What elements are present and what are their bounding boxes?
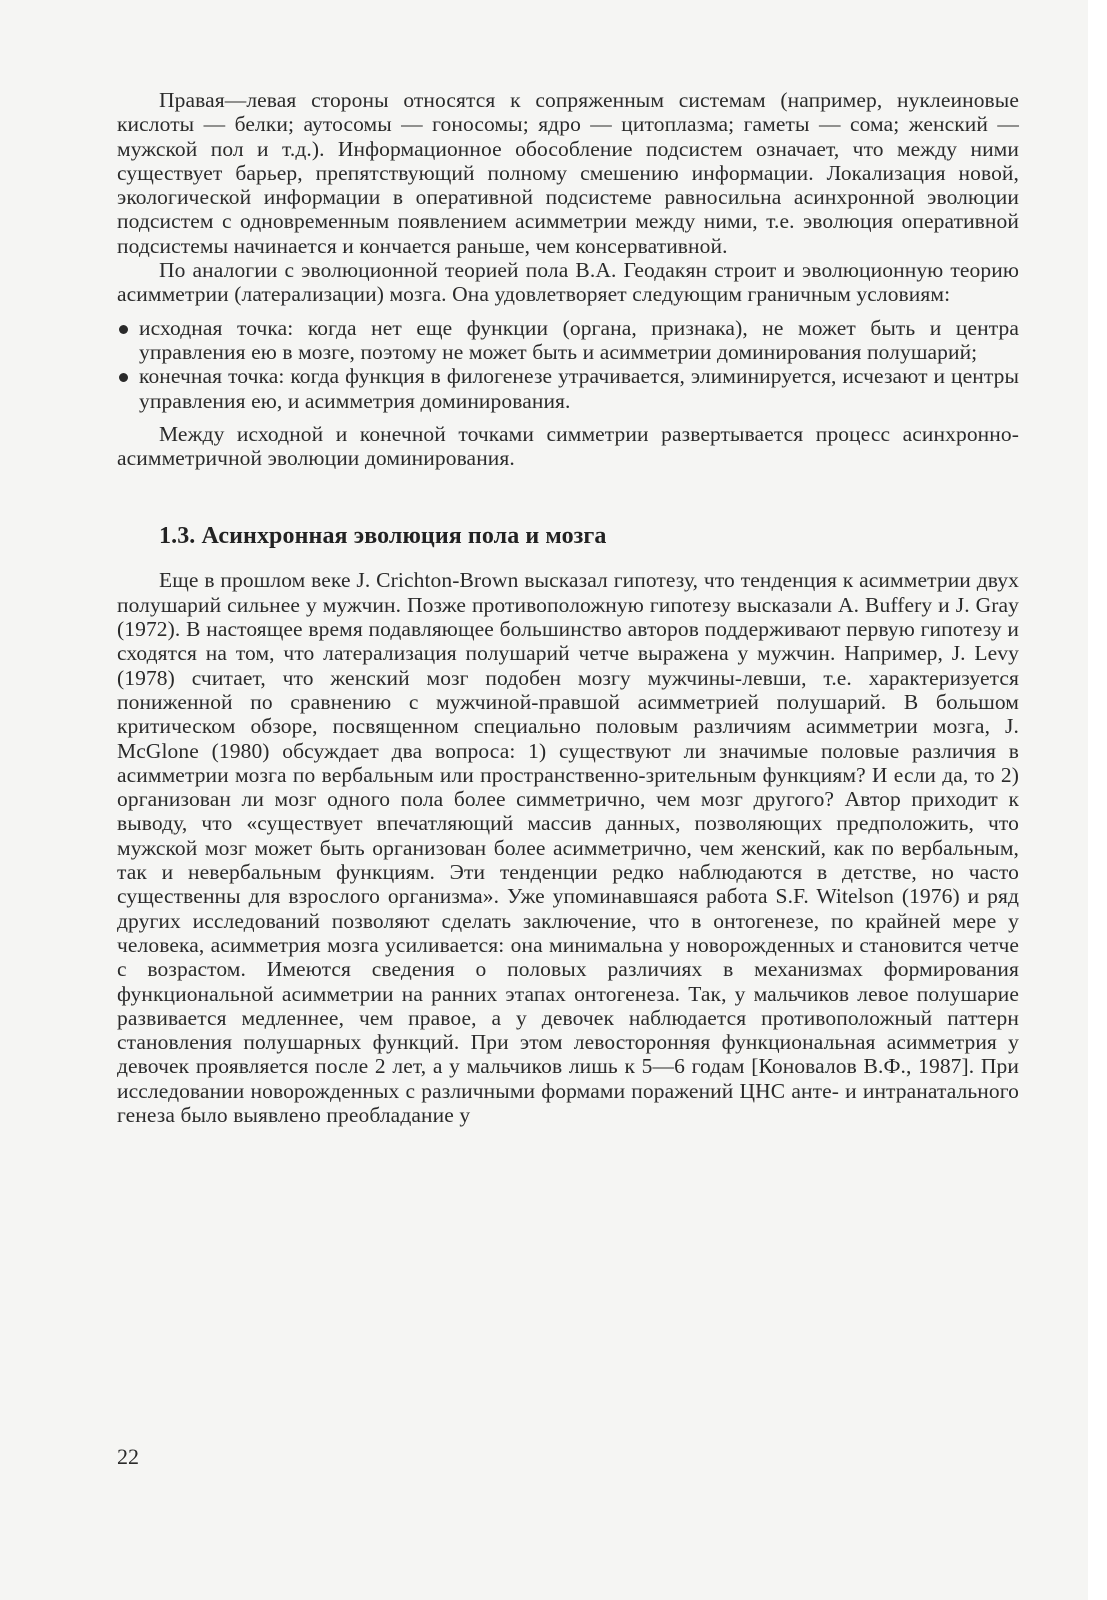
page-number: 22 bbox=[117, 1444, 139, 1469]
list-item-text: конечная точка: когда функция в филогенезе утрачивается, элиминируется, исчезают и центры управления ею, и асимметрия доминирования. bbox=[139, 364, 1019, 413]
paragraph: Правая—левая стороны относятся к сопряженным системам (например, нуклеиновые кислоты — белки; аутосомы — гоносомы; ядро — цитоплазма; гаметы — сома; женский — мужской пол и т.д.). Информационное обособление подсистем означает, что между ними существует барьер, препятствующий полному смешению информации. Локализация новой, экологической информации в оперативной подсистеме равносильна асинхронной эволюции подсистем с одновременным появлением асимметрии между ними, т.е. эволюция оперативной подсистемы начинается и кончается раньше, чем консервативной. bbox=[117, 88, 1019, 258]
list-item-text: исходная точка: когда нет еще функции (органа, признака), не может быть и центра управления ею в мозге, поэтому не может быть и асимметрии доминирования полушарий; bbox=[139, 315, 1019, 364]
paragraph: Между исходной и конечной точками симметрии развертывается процесс асинхронно-асимметричной эволюции доминирования. bbox=[117, 421, 1019, 471]
list-item bbox=[117, 364, 1019, 413]
section-heading: 1.3. Асинхронная эволюция пола и мозга bbox=[159, 523, 607, 550]
page-content bbox=[117, 88, 1019, 1127]
bullet-list bbox=[117, 316, 1019, 413]
bullet-icon bbox=[119, 373, 128, 382]
paragraph: Еще в прошлом веке J. Crichton-Brown высказал гипотезу, что тенденция к асимметрии двух полушарий сильнее у мужчин. Позже противоположную гипотезу высказали A. Buffery и J. Gray (1972). В настоящее время подавляющее большинство авторов поддерживают первую гипотезу и сходятся на том, что латерализация полушарий четче выражена у мужчин. Например, J. Levy (1978) считает, что женский мозг подобен мозгу мужчины-левши, т.е. характеризуется пониженной по сравнению с мужчиной-правшой асимметрией полушарий. В большом критическом обзоре, посвященном специально половым различиям асимметрии мозга, J. McGlone (1980) обсуждает два вопроса: 1) существуют ли значимые половые различия в асимметрии мозга по вербальным или пространственно-зрительным функциям? И если да, то 2) организован ли мозг одного пола более симметрично, чем мозг другого? Автор приходит к выводу, что «существует впечатляющий массив данных, позволяющих предположить, что мужской мозг может быть организован более асимметрично, чем женский, как по вербальным, так и невербальным функциям. Эти тенденции редко наблюдаются в детстве, но часто существенны для взрослого организма». Уже упоминавшаяся работа S.F. Witelson (1976) и ряд других исследований позволяют сделать заключение, что в онтогенезе, по крайней мере у человека, асимметрия мозга усиливается: она минимальна у новорожденных и становится четче с возрастом. Имеются сведения о половых различиях в механизмах формирования функциональной асимметрии на ранних этапах онтогенеза. Так, у мальчиков левое полушарие развивается медленнее, чем правое, а у девочек наблюдается противоположный паттерн становления полушарных функций. При этом левосторонняя функциональная асимметрия у девочек проявляется после 2 лет, а у мальчиков лишь к 5—6 годам [Коновалов В.Ф., 1987]. При исследовании новорожденных с различными формами поражений ЦНС анте- и интранатального генеза было выявлено преобладание у bbox=[117, 568, 1019, 1127]
bullet-icon bbox=[119, 325, 128, 334]
scan-margin bbox=[1088, 0, 1107, 1600]
list-item bbox=[117, 316, 1019, 365]
paragraph: По аналогии с эволюционной теорией пола В.А. Геодакян строит и эволюционную теорию асимметрии (латерализации) мозга. Она удовлетворяет следующим граничным условиям: bbox=[117, 258, 1019, 307]
